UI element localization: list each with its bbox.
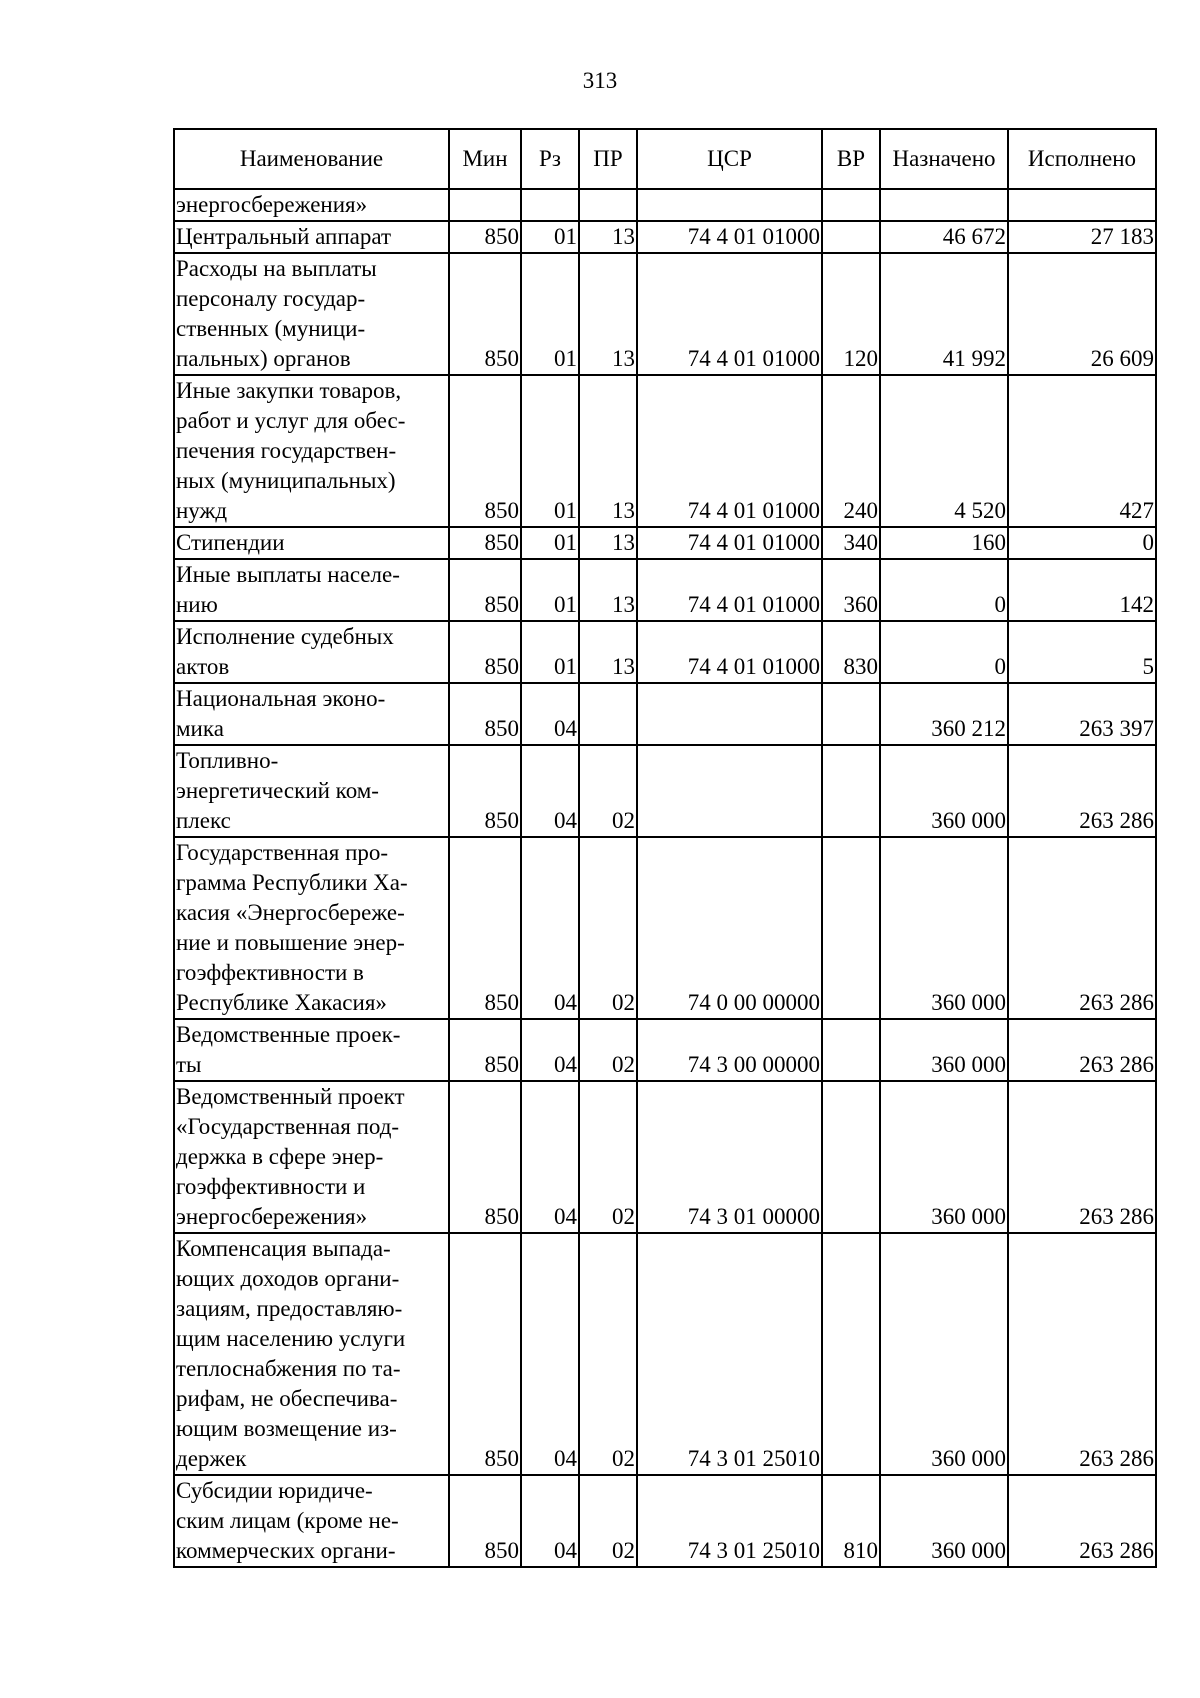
cell-min: 850 (449, 1233, 521, 1475)
cell-name-line: Расходы на выплаты (176, 256, 377, 281)
cell-name-line: касия «Энергосбереже- (176, 900, 405, 925)
cell-executed (1008, 189, 1156, 221)
cell-executed: 263 286 (1008, 837, 1156, 1019)
cell-min: 850 (449, 527, 521, 559)
cell-rz: 01 (521, 253, 579, 375)
header-csr: ЦСР (637, 129, 822, 189)
cell-name-line: ющих доходов органи- (176, 1266, 400, 1291)
cell-executed: 142 (1008, 559, 1156, 621)
cell-name-line: энергетический ком- (176, 778, 379, 803)
cell-csr: 74 4 01 01000 (637, 375, 822, 527)
table-row (174, 527, 1156, 559)
cell-pr: 13 (579, 221, 637, 253)
cell-pr: 02 (579, 1081, 637, 1233)
cell-name-line: ским лицам (кроме не- (176, 1508, 399, 1533)
cell-assigned: 41 992 (880, 253, 1008, 375)
table-body (174, 189, 1156, 1567)
cell-name (174, 1233, 449, 1475)
cell-executed: 263 286 (1008, 1019, 1156, 1081)
cell-rz: 04 (521, 1019, 579, 1081)
cell-executed: 0 (1008, 527, 1156, 559)
cell-vr (822, 1081, 880, 1233)
cell-vr (822, 837, 880, 1019)
cell-name (174, 559, 449, 621)
cell-name-line: теплоснабжения по та- (176, 1356, 401, 1381)
cell-csr (637, 745, 822, 837)
cell-name-line: гоэффективности и (176, 1174, 366, 1199)
cell-min: 850 (449, 1475, 521, 1567)
table-row (174, 1475, 1156, 1567)
cell-executed: 5 (1008, 621, 1156, 683)
cell-csr: 74 0 00 00000 (637, 837, 822, 1019)
cell-csr: 74 3 01 25010 (637, 1233, 822, 1475)
cell-assigned: 360 000 (880, 745, 1008, 837)
table-row (174, 837, 1156, 1019)
cell-csr (637, 189, 822, 221)
table-row (174, 559, 1156, 621)
cell-name-line: ние и повышение энер- (176, 930, 405, 955)
cell-executed: 263 286 (1008, 1475, 1156, 1567)
cell-vr: 360 (822, 559, 880, 621)
table-row (174, 253, 1156, 375)
cell-assigned: 0 (880, 559, 1008, 621)
cell-name-line: плекс (176, 808, 231, 833)
cell-assigned: 4 520 (880, 375, 1008, 527)
cell-executed: 263 397 (1008, 683, 1156, 745)
cell-vr (822, 189, 880, 221)
cell-assigned: 0 (880, 621, 1008, 683)
cell-min: 850 (449, 1019, 521, 1081)
cell-name (174, 837, 449, 1019)
cell-pr: 02 (579, 745, 637, 837)
cell-name (174, 527, 449, 559)
table-row (174, 221, 1156, 253)
table-row (174, 683, 1156, 745)
cell-csr: 74 4 01 01000 (637, 621, 822, 683)
cell-csr: 74 4 01 01000 (637, 253, 822, 375)
cell-name-line: ных (муниципальных) (176, 468, 396, 493)
cell-name-line: Компенсация выпада- (176, 1236, 391, 1261)
cell-executed: 27 183 (1008, 221, 1156, 253)
cell-assigned: 360 000 (880, 1081, 1008, 1233)
cell-pr (579, 683, 637, 745)
cell-name-line: Иные выплаты населе- (176, 562, 400, 587)
cell-name-line: Центральный аппарат (176, 224, 392, 249)
header-assigned: Назначено (880, 129, 1008, 189)
cell-pr (579, 189, 637, 221)
cell-name-line: ющим возмещение из- (176, 1416, 397, 1441)
cell-name-line: держка в сфере энер- (176, 1144, 384, 1169)
cell-rz: 04 (521, 1475, 579, 1567)
cell-vr (822, 1233, 880, 1475)
cell-csr: 74 4 01 01000 (637, 527, 822, 559)
cell-name-line: гоэффективности в (176, 960, 364, 985)
cell-assigned: 160 (880, 527, 1008, 559)
cell-name-line: Исполнение судебных (176, 624, 394, 649)
cell-assigned (880, 189, 1008, 221)
cell-name-line: Иные закупки товаров, (176, 378, 402, 403)
cell-rz: 01 (521, 527, 579, 559)
cell-executed: 263 286 (1008, 1233, 1156, 1475)
header-pr: ПР (579, 129, 637, 189)
cell-executed: 26 609 (1008, 253, 1156, 375)
cell-assigned: 360 000 (880, 1019, 1008, 1081)
cell-vr: 240 (822, 375, 880, 527)
cell-name-line: нию (176, 592, 218, 617)
cell-name-line: Топливно- (176, 748, 279, 773)
page-number: 313 (582, 68, 618, 93)
cell-vr (822, 683, 880, 745)
cell-min: 850 (449, 1081, 521, 1233)
cell-executed: 427 (1008, 375, 1156, 527)
cell-csr: 74 3 00 00000 (637, 1019, 822, 1081)
cell-min: 850 (449, 621, 521, 683)
cell-min: 850 (449, 559, 521, 621)
cell-executed: 263 286 (1008, 745, 1156, 837)
cell-pr: 02 (579, 837, 637, 1019)
cell-name (174, 1019, 449, 1081)
cell-vr: 120 (822, 253, 880, 375)
table-row (174, 375, 1156, 527)
header-name: Наименование (174, 129, 449, 189)
cell-name-line: энергосбережения» (176, 192, 368, 217)
cell-name-line: Ведомственные проек- (176, 1022, 401, 1047)
cell-name-line: мика (176, 716, 224, 741)
cell-name-line: Республике Хакасия» (176, 990, 387, 1015)
cell-rz: 01 (521, 221, 579, 253)
cell-rz: 04 (521, 745, 579, 837)
cell-min: 850 (449, 837, 521, 1019)
table-row (174, 1233, 1156, 1475)
cell-name-line: энергосбережения» (176, 1204, 368, 1229)
cell-name-line: актов (176, 654, 230, 679)
cell-min: 850 (449, 745, 521, 837)
cell-name-line: «Государственная под- (176, 1114, 400, 1139)
cell-vr (822, 221, 880, 253)
table-row (174, 621, 1156, 683)
cell-pr: 13 (579, 559, 637, 621)
cell-csr: 74 3 01 25010 (637, 1475, 822, 1567)
table-row (174, 189, 1156, 221)
cell-name-line: Стипендии (176, 530, 285, 555)
cell-csr: 74 3 01 00000 (637, 1081, 822, 1233)
cell-rz: 01 (521, 621, 579, 683)
cell-name (174, 1475, 449, 1567)
cell-vr (822, 1019, 880, 1081)
cell-vr: 830 (822, 621, 880, 683)
cell-min: 850 (449, 253, 521, 375)
cell-rz: 01 (521, 559, 579, 621)
cell-name (174, 221, 449, 253)
cell-name (174, 189, 449, 221)
cell-name-line: нужд (176, 498, 228, 523)
cell-name-line: ты (176, 1052, 202, 1077)
cell-rz: 01 (521, 375, 579, 527)
cell-min: 850 (449, 683, 521, 745)
cell-rz: 04 (521, 1081, 579, 1233)
cell-name-line: ственных (муници- (176, 316, 366, 341)
cell-name-line: рифам, не обеспечива- (176, 1386, 398, 1411)
cell-vr: 810 (822, 1475, 880, 1567)
cell-pr: 13 (579, 621, 637, 683)
cell-name-line: коммерческих органи- (176, 1538, 396, 1563)
header-rz: Рз (521, 129, 579, 189)
cell-executed: 263 286 (1008, 1081, 1156, 1233)
cell-name (174, 375, 449, 527)
header-min: Мин (449, 129, 521, 189)
cell-rz: 04 (521, 1233, 579, 1475)
table-row (174, 745, 1156, 837)
cell-name-line: Государственная про- (176, 840, 389, 865)
table-row (174, 1019, 1156, 1081)
cell-name-line: зациям, предоставляю- (176, 1296, 403, 1321)
cell-min (449, 189, 521, 221)
cell-rz: 04 (521, 837, 579, 1019)
cell-name (174, 745, 449, 837)
cell-assigned: 360 000 (880, 837, 1008, 1019)
budget-table (173, 128, 1157, 1568)
cell-name (174, 621, 449, 683)
cell-rz (521, 189, 579, 221)
cell-name-line: пальных) органов (176, 346, 351, 371)
cell-name-line: держек (176, 1446, 247, 1471)
cell-assigned: 360 000 (880, 1233, 1008, 1475)
cell-pr: 13 (579, 375, 637, 527)
cell-name-line: Субсидии юридиче- (176, 1478, 373, 1503)
cell-assigned: 46 672 (880, 221, 1008, 253)
cell-name-line: Национальная эконо- (176, 686, 386, 711)
cell-name-line: щим населению услуги (176, 1326, 406, 1351)
cell-pr: 02 (579, 1475, 637, 1567)
cell-rz: 04 (521, 683, 579, 745)
cell-pr: 02 (579, 1019, 637, 1081)
cell-name-line: персоналу государ- (176, 286, 366, 311)
cell-assigned: 360 000 (880, 1475, 1008, 1567)
cell-pr: 02 (579, 1233, 637, 1475)
cell-min: 850 (449, 375, 521, 527)
cell-csr: 74 4 01 01000 (637, 559, 822, 621)
cell-vr (822, 745, 880, 837)
cell-pr: 13 (579, 253, 637, 375)
table-row (174, 1081, 1156, 1233)
cell-name (174, 683, 449, 745)
cell-csr: 74 4 01 01000 (637, 221, 822, 253)
header-vr: ВР (822, 129, 880, 189)
cell-vr: 340 (822, 527, 880, 559)
header-row (174, 129, 1156, 189)
cell-assigned: 360 212 (880, 683, 1008, 745)
cell-name-line: Ведомственный проект (176, 1084, 405, 1109)
cell-pr: 13 (579, 527, 637, 559)
cell-csr (637, 683, 822, 745)
cell-min: 850 (449, 221, 521, 253)
cell-name-line: печения государствен- (176, 438, 397, 463)
cell-name (174, 253, 449, 375)
cell-name (174, 1081, 449, 1233)
cell-name-line: грамма Республики Ха- (176, 870, 408, 895)
cell-name-line: работ и услуг для обес- (176, 408, 406, 433)
header-executed: Исполнено (1008, 129, 1156, 189)
